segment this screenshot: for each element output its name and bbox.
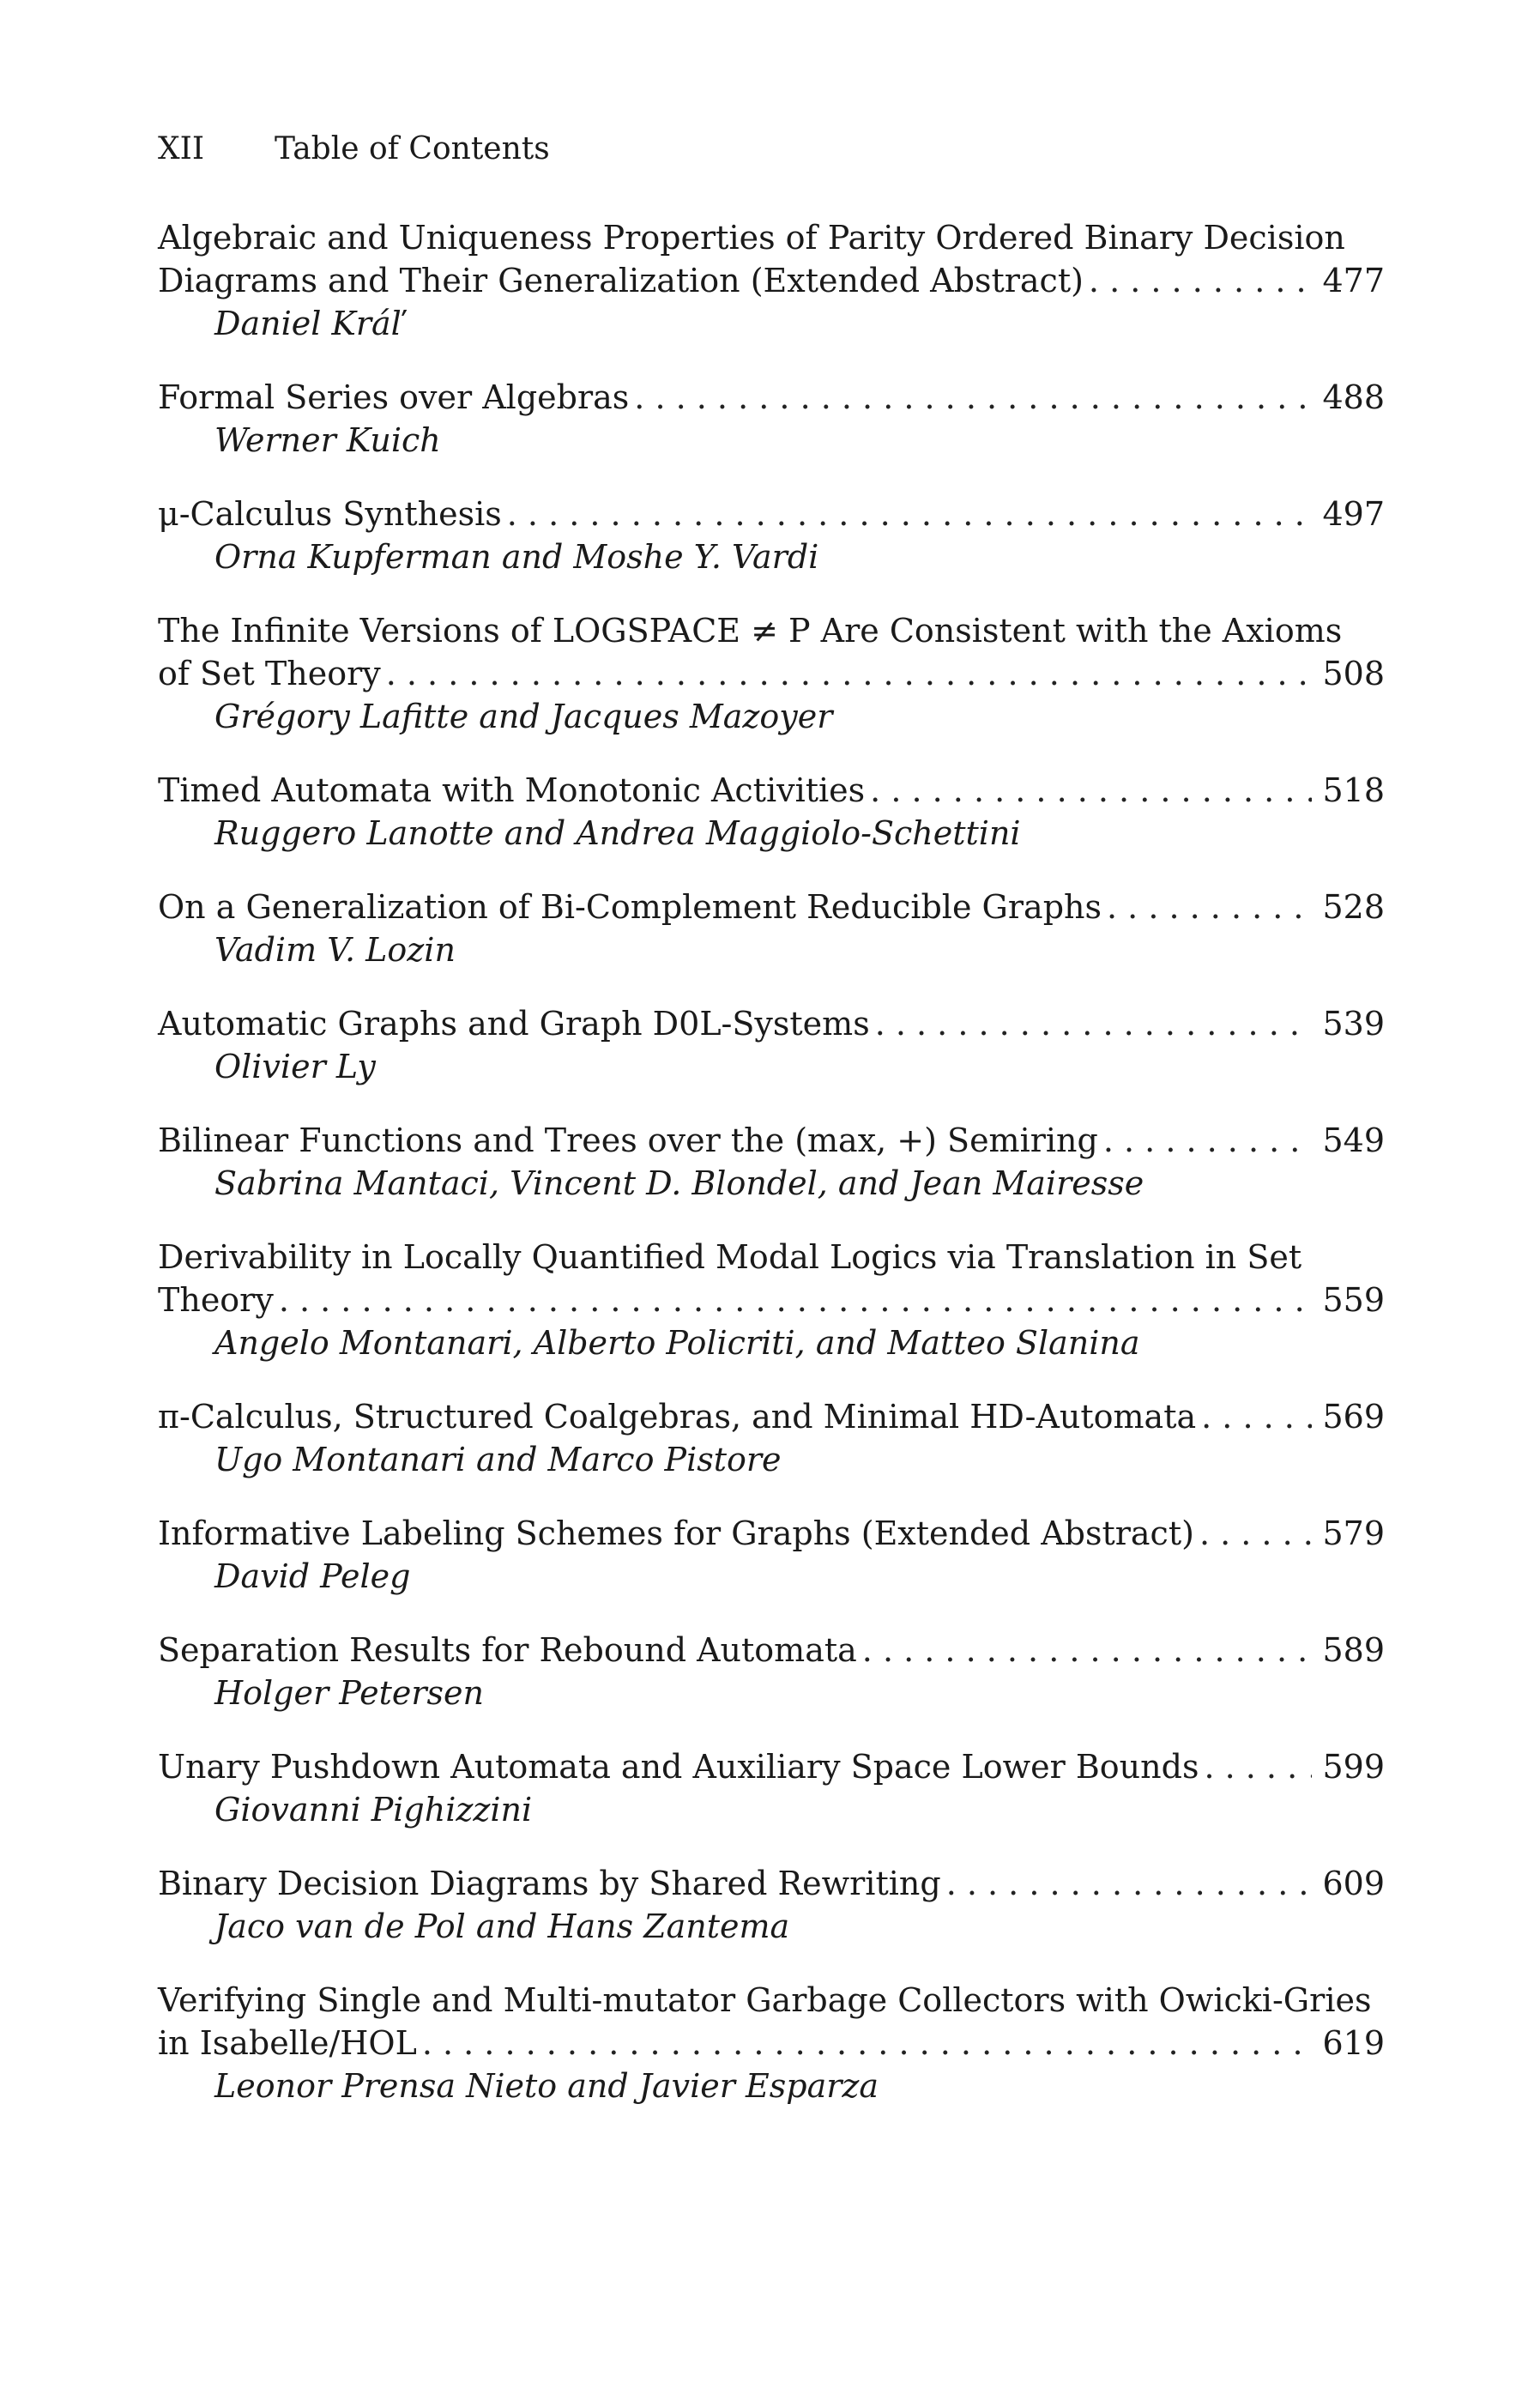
dot-leader — [279, 1279, 1313, 1321]
toc-entry-title: Binary Decision Diagrams by Shared Rewriting — [158, 1865, 941, 1902]
toc-entry-title: Theory — [158, 1281, 274, 1319]
toc-entry-authors: Ruggero Lanotte and Andrea Maggiolo-Schettini — [214, 814, 1021, 852]
toc-entry-authors: Vadim V. Lozin — [214, 931, 456, 969]
toc-entry-authors: Daniel Kráľ — [214, 305, 404, 342]
toc-entry-authors: Angelo Montanari, Alberto Policriti, and Matteo Slanina — [214, 1324, 1140, 1362]
toc-entry-title: Diagrams and Their Generalization (Extended Abstract) — [158, 262, 1084, 299]
toc-entry-page-number: 508 — [1322, 655, 1385, 692]
dot-leader — [875, 1002, 1313, 1045]
toc-entry[interactable] — [158, 609, 1385, 738]
page-folio: XII — [158, 131, 205, 166]
toc-entry-authors: Sabrina Mantaci, Vincent D. Blondel, and Jean Mairesse — [214, 1164, 1144, 1202]
toc-entry-page-number: 528 — [1322, 888, 1385, 926]
toc-entry-title-row — [158, 1002, 1385, 1045]
toc-entry-title: Automatic Graphs and Graph D0L-Systems — [158, 1005, 870, 1043]
toc-entry-authors: Holger Petersen — [214, 1674, 484, 1712]
toc-entry-title-row — [158, 769, 1385, 812]
toc-entry-title-row — [158, 1395, 1385, 1438]
toc-entry-title: Timed Automata with Monotonic Activities — [158, 771, 866, 809]
toc-entry[interactable] — [158, 1862, 1385, 1948]
toc-entry-page-number: 549 — [1322, 1121, 1385, 1159]
toc-entry-title-row — [158, 1629, 1385, 1672]
toc-entry[interactable] — [158, 769, 1385, 855]
toc-entry-title-row — [158, 886, 1385, 928]
toc-entry[interactable] — [158, 1979, 1385, 2107]
table-of-contents — [158, 216, 1385, 2107]
dot-leader — [1107, 886, 1312, 928]
toc-entry-page-number: 477 — [1322, 262, 1385, 299]
toc-entry-page-number: 497 — [1322, 495, 1385, 533]
toc-entry-page-number: 619 — [1322, 2024, 1385, 2062]
toc-entry-title: Bilinear Functions and Trees over the (max, +) Semiring — [158, 1121, 1098, 1159]
toc-entry-page-number: 609 — [1322, 1865, 1385, 1902]
dot-leader — [1204, 1745, 1312, 1788]
dot-leader — [507, 493, 1313, 535]
toc-entry-title: Separation Results for Rebound Automata — [158, 1631, 857, 1669]
toc-entry-authors: Werner Kuich — [214, 421, 441, 459]
toc-entry[interactable] — [158, 1395, 1385, 1481]
toc-entry-authors: Grégory Lafitte and Jacques Mazoyer — [214, 698, 833, 735]
toc-entry[interactable] — [158, 493, 1385, 578]
toc-entry-page-number: 579 — [1322, 1514, 1385, 1552]
toc-entry-title: On a Generalization of Bi-Complement Reducible Graphs — [158, 888, 1102, 926]
toc-entry-page-number: 539 — [1322, 1005, 1385, 1043]
toc-entry-page-number: 589 — [1322, 1631, 1385, 1669]
toc-entry-title-row — [158, 1279, 1385, 1321]
dot-leader — [870, 769, 1312, 812]
toc-entry[interactable] — [158, 1512, 1385, 1598]
toc-entry[interactable] — [158, 886, 1385, 971]
toc-entry[interactable] — [158, 376, 1385, 462]
toc-entry-title: in Isabelle/HOL — [158, 2024, 417, 2062]
toc-entry-title-row — [158, 1745, 1385, 1788]
running-title: Table of Contents — [275, 131, 550, 166]
toc-entry-authors: Leonor Prensa Nieto and Javier Esparza — [214, 2067, 879, 2105]
toc-entry-title-line: Verifying Single and Multi-mutator Garbage Collectors with Owicki-Gries — [158, 1981, 1372, 2019]
toc-entry-title: Formal Series over Algebras — [158, 378, 630, 416]
toc-entry-title-line: Derivability in Locally Quantified Modal Logics via Translation in Set — [158, 1238, 1302, 1276]
toc-entry-title-line: Algebraic and Uniqueness Properties of Parity Ordered Binary Decision — [158, 219, 1345, 257]
toc-entry[interactable] — [158, 1119, 1385, 1205]
toc-entry-page-number: 518 — [1322, 771, 1385, 809]
dot-leader — [1089, 259, 1313, 302]
toc-entry-authors: Jaco van de Pol and Hans Zantema — [214, 1907, 790, 1945]
dot-leader — [386, 652, 1313, 695]
toc-entry-page-number: 569 — [1322, 1398, 1385, 1436]
toc-entry[interactable] — [158, 1236, 1385, 1364]
toc-entry-title-line: The Infinite Versions of LOGSPACE ≠ P Are Consistent with the Axioms — [158, 612, 1343, 650]
toc-entry-title: of Set Theory — [158, 655, 381, 692]
toc-entry-title: μ-Calculus Synthesis — [158, 495, 502, 533]
toc-entry-authors: David Peleg — [214, 1557, 411, 1595]
dot-leader — [422, 2022, 1313, 2065]
toc-entry[interactable] — [158, 1629, 1385, 1714]
dot-leader — [1103, 1119, 1313, 1162]
toc-entry-authors: Giovanni Pighizzini — [214, 1791, 533, 1829]
toc-entry-title-row — [158, 1862, 1385, 1905]
toc-entry-title-row — [158, 1119, 1385, 1162]
toc-entry-title: π-Calculus, Structured Coalgebras, and Minimal HD-Automata — [158, 1398, 1197, 1436]
toc-entry-title-row — [158, 1512, 1385, 1555]
toc-entry-page-number: 488 — [1322, 378, 1385, 416]
toc-entry-title-row — [158, 2022, 1385, 2065]
dot-leader — [1199, 1512, 1313, 1555]
toc-entry[interactable] — [158, 216, 1385, 345]
toc-entry-page-number: 559 — [1322, 1281, 1385, 1319]
toc-entry-title: Unary Pushdown Automata and Auxiliary Space Lower Bounds — [158, 1748, 1199, 1786]
toc-entry[interactable] — [158, 1745, 1385, 1831]
toc-entry-authors: Orna Kupferman and Moshe Y. Vardi — [214, 538, 819, 576]
running-head — [158, 129, 550, 170]
dot-leader — [862, 1629, 1313, 1672]
toc-entry[interactable] — [158, 1002, 1385, 1088]
toc-entry-title-row — [158, 259, 1385, 302]
dot-leader — [634, 376, 1312, 419]
toc-entry-title: Informative Labeling Schemes for Graphs (Extended Abstract) — [158, 1514, 1194, 1552]
toc-entry-authors: Olivier Ly — [214, 1048, 376, 1085]
toc-entry-title-row — [158, 493, 1385, 535]
toc-entry-title-row — [158, 376, 1385, 419]
dot-leader — [1201, 1395, 1312, 1438]
toc-entry-title-row — [158, 652, 1385, 695]
toc-entry-page-number: 599 — [1322, 1748, 1385, 1786]
dot-leader — [946, 1862, 1313, 1905]
toc-entry-authors: Ugo Montanari and Marco Pistore — [214, 1441, 782, 1478]
